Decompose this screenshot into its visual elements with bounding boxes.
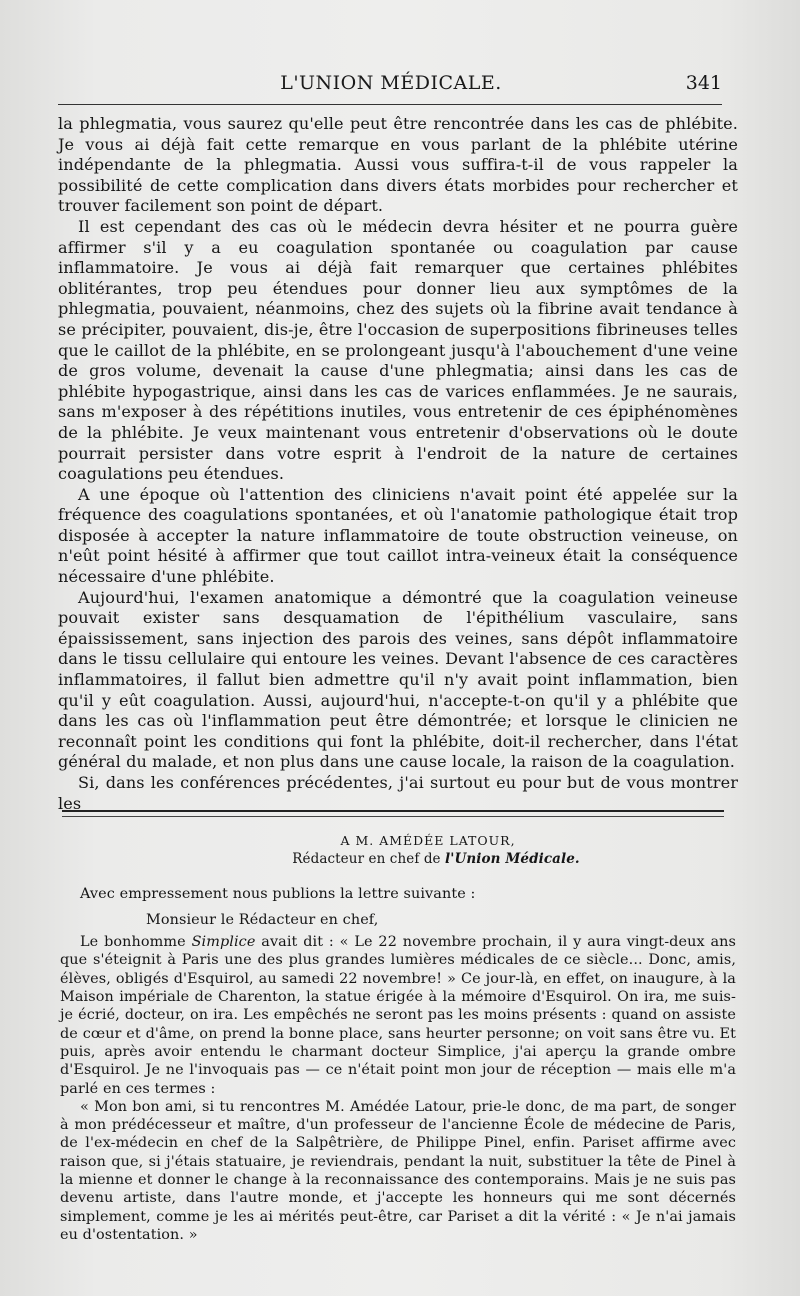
letter-salutation: Monsieur le Rédacteur en chef, [146,911,379,928]
simplice-name: Simplice [191,934,256,951]
article-paragraph: Il est cependant des cas où le médecin devra hésiter et ne pourra guère affirmer s'il y a eu coagulation spontanée ou coagulation par cause inflammatoire. Je vous ai déjà fait remarquer que certaines phlébites oblitérantes, trop peu étendues pour donner lieu aux symptômes de la phlegmatia, pouvaient, néanmoins, chez des sujets où la fibrine avait tendance à se précipiter, pouvaient, dis-je, être l'occasion de superpositions fibrineuses telles que le caillot de la phlébite, en se prolongeant jusqu'à l'abouchement d'une veine de gros volume, devenait la cause d'une phlegmatia; ainsi dans les cas de phlébite hypogastrique, ainsi dans les cas de varices enflammées. Je ne saurais, sans m'exposer à des répétitions inutiles, vous entretenir de ces épiphénomènes de la phlébite. Je veux maintenant vous entretenir d'observations où le doute pourrait persister dans votre esprit à l'endroit de la nature de certaines coagulations peu étendues. [58,216,738,484]
section-separator [62,810,724,817]
letter-text: avait dit : « Le 22 novembre prochain, il y aura vingt-deux ans que s'éteignit à Paris une des plus grandes lumières médicales de ce siècle... Donc, amis, élèves, obligés d'Esquirol, au samedi 22 novembre! » Ce jour-là, en effet, on inaugure, à la Maison impériale de Charenton, la statue érigée à la mémoire d'Esquirol. On ira, me suis-je écrié, docteur, on ira. Les empêchés ne seront pas les moins présents : quand on assiste de cœur et d'âme, on prend la bonne place, sans heurter personne; on voit sans être vu. Et puis, après avoir entendu le charmant docteur Simplice, j'ai aperçu la grande ombre d'Esquirol. Je ne l'invoquais pas — ce n'était point mon jour de réception — mais elle m'a parlé en ces termes : [60,934,736,1097]
letter-addressee: A M. AMÉDÉE LATOUR, [340,833,516,848]
article-paragraph: A une époque où l'attention des cliniciens n'avait point été appelée sur la fréquence des coagulations spontanées, et où l'anatomie pathologique était trop disposée à accepter la nature inflammatoire de toute obstruction veineuse, on n'eût point hésité à affirmer que tout caillot intra-veineux était la conséquence nécessaire d'une phlébite. [58,484,738,587]
subtitle-prefix: Rédacteur en chef de [292,851,446,868]
running-title: L'UNION MÉDICALE. [280,72,502,94]
page-header [60,72,722,98]
article-body [58,114,738,814]
article-paragraph: Si, dans les conférences précédentes, j'ai surtout eu pour but de vous montrer les [58,773,738,813]
letter-subtitle [60,850,736,868]
letter-paragraph: « Mon bon ami, si tu rencontres M. Amédée Latour, prie-le donc, de ma part, de songer à mon prédécesseur et maître, d'un professeur de l'ancienne École de médecine de Paris, de l'ex-médecin en chef de la Salpêtrière, de Philippe Pinel, enfin. Pariset affirme avec raison que, si j'étais statuaire, je reviendrais, pendant la nuit, substituer la tête de Pinel à la mienne et donner le change à la reconnaissance des contemporains. Mais je ne suis pas devenu artiste, dans l'autre monde, et j'accepte les honneurs qui me sont décernés simplement, comme je les ai mérités peut-être, car Pariset a dit la vérité : « Je n'ai jamais eu d'ostentation. » [60,1098,736,1243]
letter-intro: Avec empressement nous publions la lettre suivante : [80,885,476,902]
page-number: 341 [685,72,722,94]
letter-section [60,826,736,1244]
header-rule [58,104,722,105]
article-paragraph: la phlegmatia, vous saurez qu'elle peut être rencontrée dans les cas de phlébite. Je vous ai déjà fait cette remarque en vous parlant de la phlébite utérine indépendante de la phlegmatia. Aussi vous suffira-t-il de vous rappeler la possibilité de cette complication dans divers états morbides pour rechercher et trouver facilement son point de départ. [58,114,738,216]
letter-paragraph [60,933,736,1098]
article-paragraph: Aujourd'hui, l'examen anatomique a démontré que la coagulation veineuse pouvait exister sans desquamation de l'épithélium vasculaire, sans épaississement, sans injection des parois des veines, sans dépôt inflammatoire dans le tissu cellulaire qui entoure les veines. Devant l'absence de ces caractères inflammatoires, il fallut bien admettre qu'il n'y avait point inflammation, bien qu'il y eût coagulation. Aussi, aujourd'hui, n'accepte-t-on qu'il y a phlébite que dans les cas où l'inflammation peut être démontrée; et lorsque le clinicien ne reconnaît point les conditions qui font la phlébite, doit-il rechercher, dans l'état général du malade, et non plus dans une cause locale, la raison de la coagulation. [58,587,738,772]
journal-name: l'Union Médicale. [445,851,580,868]
letter-text: Le bonhomme [80,934,192,951]
